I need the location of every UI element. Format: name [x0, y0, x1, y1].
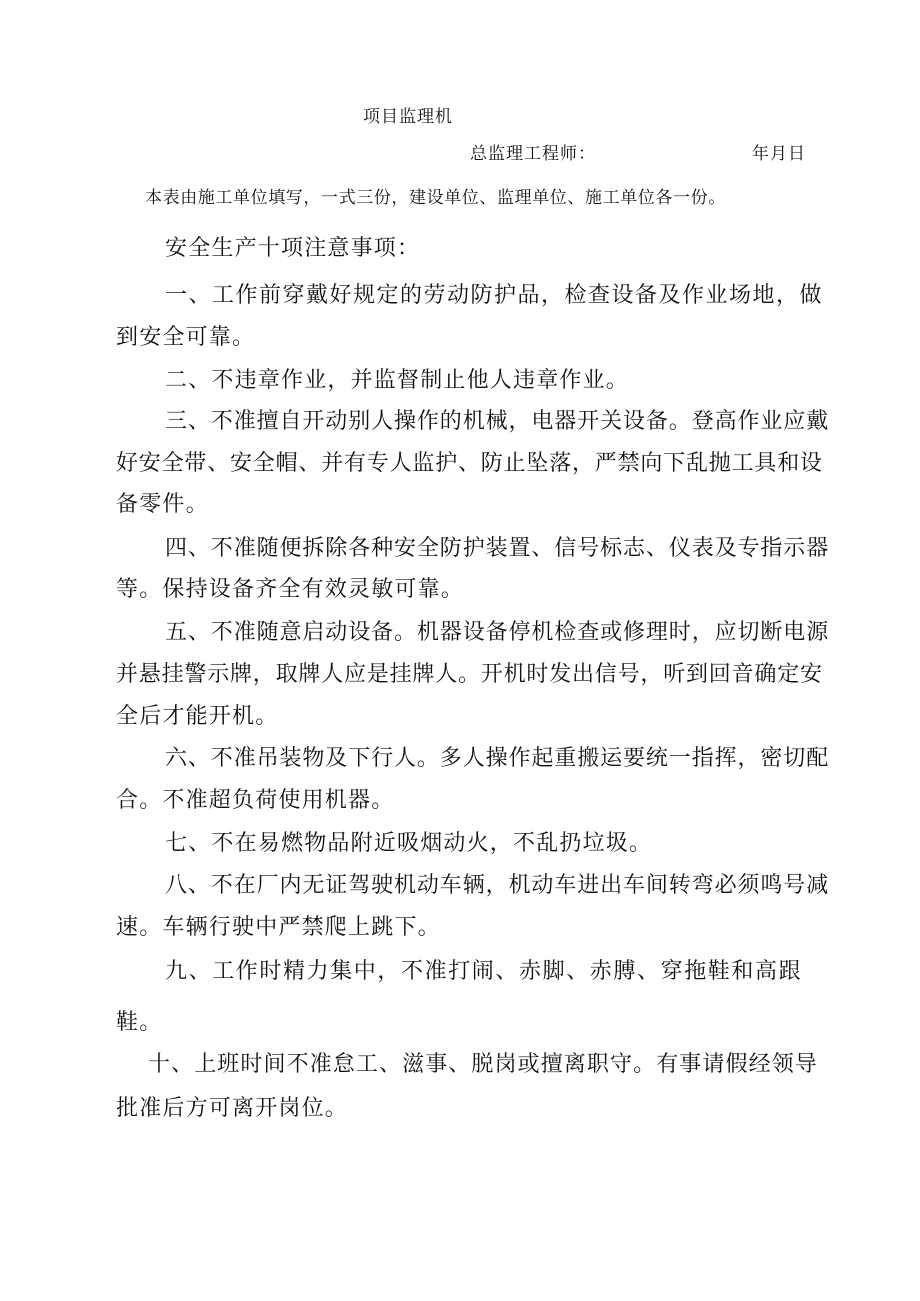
notice-item-3-line-2: 好安全带、安全帽、并有专人监护、防止坠落，严禁向下乱抛工具和设 [116, 451, 823, 476]
chief-engineer-label: 总监理工程师： [470, 144, 596, 164]
notice-item-1-line-1: 一、工作前穿戴好规定的劳动防护品，检查设备及作业场地，做 [165, 283, 824, 308]
notice-item-6-line-1: 六、不准吊装物及下行人。多人操作起重搬运要统一指挥，密切配 [165, 746, 830, 771]
notice-item-3-line-1: 三、不准擅自开动别人操作的机械，电器开关设备。登高作业应戴 [165, 409, 830, 434]
form-note: 本表由施工单位填写，一式三份，建设单位、监理单位、施工单位各一份。 [145, 188, 726, 208]
notice-title: 安全生产十项注意事项： [165, 236, 421, 261]
notice-item-5-line-3: 全后才能开机。 [116, 704, 279, 729]
date-label: 年月日 [752, 144, 806, 164]
notice-item-4-line-1: 四、不准随便拆除各种安全防护装置、信号标志、仪表及专指示器 [165, 536, 830, 561]
institution-label: 项目监理机 [363, 107, 453, 127]
notice-item-2-line-1: 二、不违章作业，并监督制止他人违章作业。 [165, 368, 630, 393]
notice-item-1-line-2: 到安全可靠。 [116, 325, 256, 350]
notice-item-8-line-1: 八、不在厂内无证驾驶机动车辆，机动车进出车间转弯必须鸣号减 [165, 873, 830, 898]
notice-item-3-line-3: 备零件。 [116, 492, 209, 517]
notice-item-9-line-2: 鞋。 [116, 1010, 163, 1035]
notice-item-5-line-2: 并悬挂警示牌，取牌人应是挂牌人。开机时发出信号，听到回音确定安 [116, 662, 823, 687]
notice-item-10-line-2: 批准后方可离开岗位。 [116, 1096, 349, 1121]
notice-item-7-line-1: 七、不在易燃物品附近吸烟动火，不乱扔垃圾。 [165, 831, 653, 856]
notice-item-10-line-1: 十、上班时间不准怠工、滋事、脱岗或擅离职守。有事请假经领导 [148, 1052, 818, 1077]
notice-item-6-line-2: 合。不准超负荷使用机器。 [116, 788, 395, 813]
notice-item-5-line-1: 五、不准随意启动设备。机器设备停机检查或修理时，应切断电源 [165, 620, 830, 645]
notice-item-4-line-2: 等。保持设备齐全有效灵敏可靠。 [116, 577, 465, 602]
notice-item-9-line-1: 九、工作时精力集中，不准打闹、赤脚、赤膊、穿拖鞋和高跟 [165, 959, 803, 984]
notice-item-8-line-2: 速。车辆行驶中严禁爬上跳下。 [116, 915, 441, 940]
